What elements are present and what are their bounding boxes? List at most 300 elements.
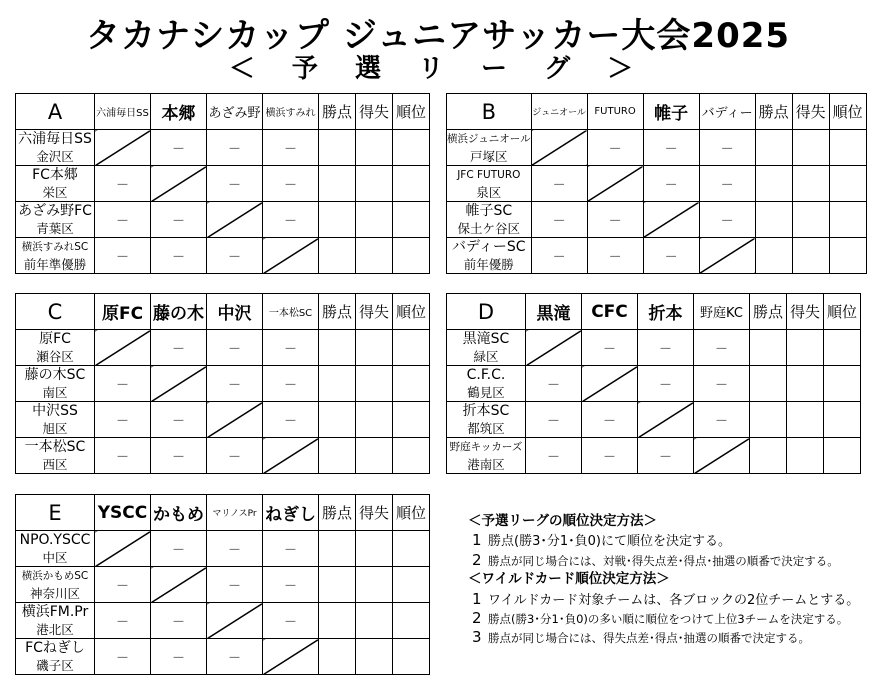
match-result-cell	[207, 438, 263, 474]
team-row	[16, 639, 430, 675]
rule-item	[468, 590, 868, 609]
rank-cell[interactable]	[393, 531, 430, 567]
points-cell[interactable]	[319, 166, 356, 202]
self-match-cell	[531, 130, 587, 166]
team-district: 瀬谷区	[36, 348, 74, 364]
match-result-cell	[263, 402, 319, 438]
rank-cell[interactable]	[829, 202, 866, 238]
team-name: C.F.C.	[466, 366, 506, 383]
dash-mark: －	[602, 342, 616, 357]
team-district: 都筑区	[467, 420, 505, 436]
dash-mark: －	[171, 543, 185, 558]
goal-diff-cell[interactable]	[356, 402, 393, 438]
rank-cell[interactable]	[824, 402, 861, 438]
match-result-cell	[207, 531, 263, 567]
match-result-cell	[95, 438, 151, 474]
points-cell[interactable]	[319, 603, 356, 639]
team-name: 一本松SC	[24, 438, 86, 455]
self-match-cell	[95, 330, 151, 366]
self-match-cell	[95, 130, 151, 166]
group-table-d	[446, 293, 861, 474]
goal-diff-cell[interactable]	[787, 402, 824, 438]
rank-header: 順位	[829, 94, 866, 130]
rule-text: ワイルドカード対象チームは、各ブロックの2位チームとする。	[488, 592, 860, 608]
rule-text: 勝点が同じ場合には、対戦･得失点差･得点･抽選の順番で決定する。	[488, 553, 839, 568]
dash-mark: －	[283, 342, 297, 357]
dash-mark: －	[227, 250, 241, 265]
dash-mark: －	[115, 615, 129, 630]
points-cell[interactable]	[319, 202, 356, 238]
column-team-header: 野庭KC	[694, 294, 750, 330]
team-district: 栄区	[42, 184, 68, 200]
rule-text: 勝点(勝3･分1･負0)の多い順に順位をつけて上位3チームを決定する。	[488, 611, 849, 626]
match-result-cell	[151, 130, 207, 166]
team-district: 前年優勝	[463, 256, 514, 272]
column-team-header: 原FC	[95, 294, 151, 330]
row-team-cell	[16, 238, 95, 274]
rank-header: 順位	[393, 495, 430, 531]
column-team-header: 帷子	[643, 94, 699, 130]
rank-cell[interactable]	[393, 330, 430, 366]
match-result-cell	[699, 130, 755, 166]
rule-item	[468, 628, 868, 647]
team-name: 藤の木SC	[24, 366, 86, 383]
match-result-cell	[526, 402, 582, 438]
dash-mark: －	[608, 142, 622, 157]
team-district: 青葉区	[36, 220, 74, 236]
row-team-cell	[447, 366, 526, 402]
goal-diff-cell[interactable]	[356, 330, 393, 366]
group-table-b	[446, 93, 867, 274]
self-match-cell	[699, 238, 755, 274]
row-team-cell	[447, 330, 526, 366]
match-result-cell	[587, 202, 643, 238]
team-name: FC本郷	[32, 166, 78, 183]
points-cell[interactable]	[319, 567, 356, 603]
team-name: 折本SC	[462, 402, 510, 419]
dash-mark: －	[171, 214, 185, 229]
group-label: E	[16, 495, 95, 531]
team-name: 黒滝SC	[462, 330, 510, 347]
goal-diff-cell[interactable]	[787, 438, 824, 474]
team-district: 神奈川区	[29, 585, 80, 601]
match-result-cell	[531, 238, 587, 274]
points-header: 勝点	[319, 495, 356, 531]
dash-mark: －	[602, 414, 616, 429]
dash-mark: －	[552, 178, 566, 193]
self-match-cell	[263, 238, 319, 274]
team-row	[447, 202, 867, 238]
team-name: 横浜かもめSC	[21, 569, 89, 582]
page-title: タカナシカップ ジュニアサッカー大会2025	[85, 16, 791, 56]
dash-mark: －	[602, 450, 616, 465]
goal-diff-header: 得失	[356, 495, 393, 531]
team-name: FCねぎし	[25, 639, 85, 656]
goal-diff-header: 得失	[792, 94, 829, 130]
column-team-header: 折本	[638, 294, 694, 330]
dash-mark: －	[171, 250, 185, 265]
dash-mark: －	[115, 579, 129, 594]
team-district: 旭区	[42, 420, 68, 436]
goal-diff-cell[interactable]	[792, 166, 829, 202]
rule-item	[468, 609, 868, 628]
team-name: JFC FUTURO	[457, 168, 521, 181]
self-match-cell	[207, 603, 263, 639]
row-team-cell	[16, 402, 95, 438]
rules-section	[468, 512, 868, 648]
match-result-cell	[582, 438, 638, 474]
team-name: 横浜FM.Pr	[21, 603, 89, 620]
match-result-cell	[95, 402, 151, 438]
column-team-header: CFC	[582, 294, 638, 330]
goal-diff-cell[interactable]	[356, 166, 393, 202]
rank-header: 順位	[393, 94, 430, 130]
team-row	[447, 438, 861, 474]
rule-item	[468, 551, 868, 570]
column-team-header: FUTURO	[587, 94, 643, 130]
rule-number: 1	[472, 531, 482, 550]
team-name: NPO.YSCC	[19, 531, 91, 548]
rank-cell[interactable]	[393, 603, 430, 639]
goal-diff-cell[interactable]	[356, 531, 393, 567]
match-result-cell	[151, 639, 207, 675]
match-result-cell	[95, 639, 151, 675]
dash-mark: －	[171, 342, 185, 357]
match-result-cell	[263, 130, 319, 166]
match-result-cell	[95, 567, 151, 603]
team-row	[447, 330, 861, 366]
self-match-cell	[638, 402, 694, 438]
team-row	[16, 130, 430, 166]
team-district: 磯子区	[36, 657, 74, 673]
rank-cell[interactable]	[829, 166, 866, 202]
column-team-header: ジュニオール	[531, 94, 587, 130]
team-name: 原FC	[39, 330, 71, 347]
goal-diff-cell[interactable]	[356, 567, 393, 603]
dash-mark: －	[115, 378, 129, 393]
rules-heading-preliminary: ＜予選リーグの順位決定方法＞	[468, 513, 657, 529]
self-match-cell	[151, 567, 207, 603]
dash-mark: －	[283, 615, 297, 630]
dash-mark: －	[115, 178, 129, 193]
match-result-cell	[263, 330, 319, 366]
group-table-e	[15, 494, 430, 675]
match-result-cell	[694, 330, 750, 366]
match-result-cell	[95, 202, 151, 238]
points-cell[interactable]	[319, 639, 356, 675]
dash-mark: －	[552, 214, 566, 229]
dash-mark: －	[283, 543, 297, 558]
team-district: 泉区	[476, 184, 502, 200]
rule-text: 勝点(勝3･分1･負0)にて順位を決定する。	[488, 534, 731, 550]
rank-cell[interactable]	[393, 238, 430, 274]
rank-cell[interactable]	[824, 438, 861, 474]
column-team-header: YSCC	[95, 495, 151, 531]
column-team-header: バディー	[699, 94, 755, 130]
match-result-cell	[643, 166, 699, 202]
team-name: 横浜すみれSC	[21, 240, 89, 253]
dash-mark: －	[171, 450, 185, 465]
dash-mark: －	[171, 615, 185, 630]
column-team-header: 藤の木	[151, 294, 207, 330]
goal-diff-cell[interactable]	[356, 366, 393, 402]
rule-text: 勝点が同じ場合には、得失点差･得点･抽選の順番で決定する。	[488, 631, 810, 646]
dash-mark: －	[115, 214, 129, 229]
dash-mark: －	[115, 250, 129, 265]
dash-mark: －	[227, 651, 241, 666]
goal-diff-header: 得失	[787, 294, 824, 330]
match-result-cell	[263, 202, 319, 238]
team-district: 鶴見区	[467, 384, 505, 400]
points-cell[interactable]	[319, 330, 356, 366]
rank-cell[interactable]	[393, 567, 430, 603]
goal-diff-cell[interactable]	[787, 366, 824, 402]
dash-mark: －	[115, 414, 129, 429]
match-result-cell	[699, 166, 755, 202]
rule-number: 3	[472, 628, 482, 647]
row-team-cell	[16, 366, 95, 402]
dash-mark: －	[714, 414, 728, 429]
self-match-cell	[151, 166, 207, 202]
points-cell[interactable]	[750, 366, 787, 402]
goal-diff-cell[interactable]	[356, 639, 393, 675]
points-cell[interactable]	[319, 531, 356, 567]
match-result-cell	[207, 130, 263, 166]
match-result-cell	[151, 603, 207, 639]
column-team-header: マリノスPr	[207, 495, 263, 531]
dash-mark: －	[171, 651, 185, 666]
column-team-header: 中沢	[207, 294, 263, 330]
goal-diff-cell[interactable]	[356, 202, 393, 238]
match-result-cell	[526, 438, 582, 474]
column-team-header: かもめ	[151, 495, 207, 531]
points-cell[interactable]	[750, 330, 787, 366]
points-cell[interactable]	[319, 130, 356, 166]
match-result-cell	[151, 330, 207, 366]
rank-cell[interactable]	[829, 130, 866, 166]
match-result-cell	[95, 366, 151, 402]
rank-header: 順位	[393, 294, 430, 330]
dash-mark: －	[664, 178, 678, 193]
points-header: 勝点	[755, 94, 792, 130]
points-cell[interactable]	[319, 366, 356, 402]
points-cell[interactable]	[755, 238, 792, 274]
self-match-cell	[587, 166, 643, 202]
self-match-cell	[207, 202, 263, 238]
match-result-cell	[151, 238, 207, 274]
rank-header: 順位	[824, 294, 861, 330]
dash-mark: －	[658, 342, 672, 357]
self-match-cell	[694, 438, 750, 474]
match-result-cell	[207, 366, 263, 402]
dash-mark: －	[720, 178, 734, 193]
self-match-cell	[526, 330, 582, 366]
team-row	[447, 130, 867, 166]
match-result-cell	[151, 202, 207, 238]
points-cell[interactable]	[319, 402, 356, 438]
rank-cell[interactable]	[393, 202, 430, 238]
match-result-cell	[207, 166, 263, 202]
match-result-cell	[263, 366, 319, 402]
column-team-header: あざみ野	[207, 94, 263, 130]
rank-cell[interactable]	[393, 438, 430, 474]
match-result-cell	[151, 531, 207, 567]
rule-number: 1	[472, 589, 482, 608]
rule-item	[468, 531, 868, 550]
goal-diff-cell[interactable]	[787, 330, 824, 366]
team-row	[16, 603, 430, 639]
goal-diff-cell[interactable]	[356, 603, 393, 639]
dash-mark: －	[664, 250, 678, 265]
goal-diff-cell[interactable]	[792, 130, 829, 166]
goal-diff-cell[interactable]	[356, 238, 393, 274]
row-team-cell	[16, 438, 95, 474]
row-team-cell	[447, 166, 532, 202]
rank-cell[interactable]	[393, 402, 430, 438]
page-subtitle: ＜ 予 選 リ ー グ ＞	[228, 54, 648, 84]
group-table-c	[15, 293, 430, 474]
goal-diff-header: 得失	[356, 294, 393, 330]
dash-mark: －	[546, 450, 560, 465]
rank-cell[interactable]	[393, 366, 430, 402]
goal-diff-cell[interactable]	[792, 238, 829, 274]
match-result-cell	[531, 202, 587, 238]
group-table-a	[15, 93, 430, 274]
match-result-cell	[95, 166, 151, 202]
team-district: 金沢区	[36, 148, 74, 164]
match-result-cell	[263, 531, 319, 567]
goal-diff-cell[interactable]	[356, 130, 393, 166]
points-cell[interactable]	[755, 166, 792, 202]
column-team-header: ねぎし	[263, 495, 319, 531]
team-name: 横浜ジュニオール	[447, 132, 531, 145]
match-result-cell	[207, 330, 263, 366]
dash-mark: －	[552, 250, 566, 265]
goal-diff-cell[interactable]	[356, 438, 393, 474]
rank-cell[interactable]	[829, 238, 866, 274]
points-header: 勝点	[750, 294, 787, 330]
rank-cell[interactable]	[393, 130, 430, 166]
self-match-cell	[95, 531, 151, 567]
match-result-cell	[207, 567, 263, 603]
rank-cell[interactable]	[824, 330, 861, 366]
team-district: 保土ケ谷区	[457, 220, 521, 236]
match-result-cell	[207, 639, 263, 675]
row-team-cell	[447, 130, 532, 166]
team-row	[16, 531, 430, 567]
dash-mark: －	[608, 250, 622, 265]
points-header: 勝点	[319, 94, 356, 130]
match-result-cell	[638, 438, 694, 474]
match-result-cell	[699, 202, 755, 238]
dash-mark: －	[658, 378, 672, 393]
team-row	[16, 567, 430, 603]
match-result-cell	[638, 330, 694, 366]
row-team-cell	[16, 202, 95, 238]
dash-mark: －	[608, 214, 622, 229]
rank-cell[interactable]	[393, 166, 430, 202]
match-result-cell	[638, 366, 694, 402]
match-result-cell	[643, 130, 699, 166]
column-team-header: 六浦毎日SS	[95, 94, 151, 130]
team-name: 六浦毎日SS	[18, 130, 92, 147]
rule-number: 2	[472, 608, 482, 627]
dash-mark: －	[283, 178, 297, 193]
dash-mark: －	[283, 378, 297, 393]
dash-mark: －	[664, 142, 678, 157]
team-row	[16, 330, 430, 366]
self-match-cell	[207, 402, 263, 438]
dash-mark: －	[720, 142, 734, 157]
match-result-cell	[582, 330, 638, 366]
group-label: B	[447, 94, 532, 130]
points-cell[interactable]	[755, 202, 792, 238]
dash-mark: －	[546, 414, 560, 429]
team-row	[447, 366, 861, 402]
team-row	[16, 438, 430, 474]
team-district: 西区	[42, 456, 68, 472]
match-result-cell	[526, 366, 582, 402]
column-team-header: 横浜すみれ	[263, 94, 319, 130]
dash-mark: －	[658, 450, 672, 465]
row-team-cell	[16, 330, 95, 366]
team-row	[447, 166, 867, 202]
dash-mark: －	[227, 378, 241, 393]
group-label: A	[16, 94, 95, 130]
rules-heading-wildcard: ＜ワイルドカード順位決定方法＞	[468, 571, 670, 588]
row-team-cell	[447, 238, 532, 274]
points-cell[interactable]	[750, 438, 787, 474]
dash-mark: －	[283, 579, 297, 594]
team-name: 中沢SS	[32, 402, 78, 419]
team-row	[447, 238, 867, 274]
match-result-cell	[531, 166, 587, 202]
match-result-cell	[587, 130, 643, 166]
dash-mark: －	[720, 214, 734, 229]
row-team-cell	[16, 567, 95, 603]
team-district: 戸塚区	[470, 148, 508, 164]
team-row	[16, 402, 430, 438]
row-team-cell	[16, 639, 95, 675]
rank-cell[interactable]	[393, 639, 430, 675]
team-district: 前年準優勝	[23, 256, 87, 272]
team-row	[16, 238, 430, 274]
match-result-cell	[643, 238, 699, 274]
goal-diff-header: 得失	[356, 94, 393, 130]
dash-mark: －	[714, 378, 728, 393]
points-cell[interactable]	[755, 130, 792, 166]
team-name: バディーSC	[452, 238, 526, 255]
dash-mark: －	[227, 450, 241, 465]
points-cell[interactable]	[750, 402, 787, 438]
group-label: D	[447, 294, 526, 330]
dash-mark: －	[714, 342, 728, 357]
self-match-cell	[643, 202, 699, 238]
row-team-cell	[447, 402, 526, 438]
column-team-header: 一本松SC	[263, 294, 319, 330]
points-cell[interactable]	[319, 438, 356, 474]
match-result-cell	[582, 402, 638, 438]
points-cell[interactable]	[319, 238, 356, 274]
goal-diff-cell[interactable]	[792, 202, 829, 238]
row-team-cell	[16, 603, 95, 639]
row-team-cell	[16, 130, 95, 166]
column-team-header: 本郷	[151, 94, 207, 130]
team-name: あざみ野FC	[18, 202, 92, 219]
match-result-cell	[207, 238, 263, 274]
rank-cell[interactable]	[824, 366, 861, 402]
dash-mark: －	[227, 342, 241, 357]
